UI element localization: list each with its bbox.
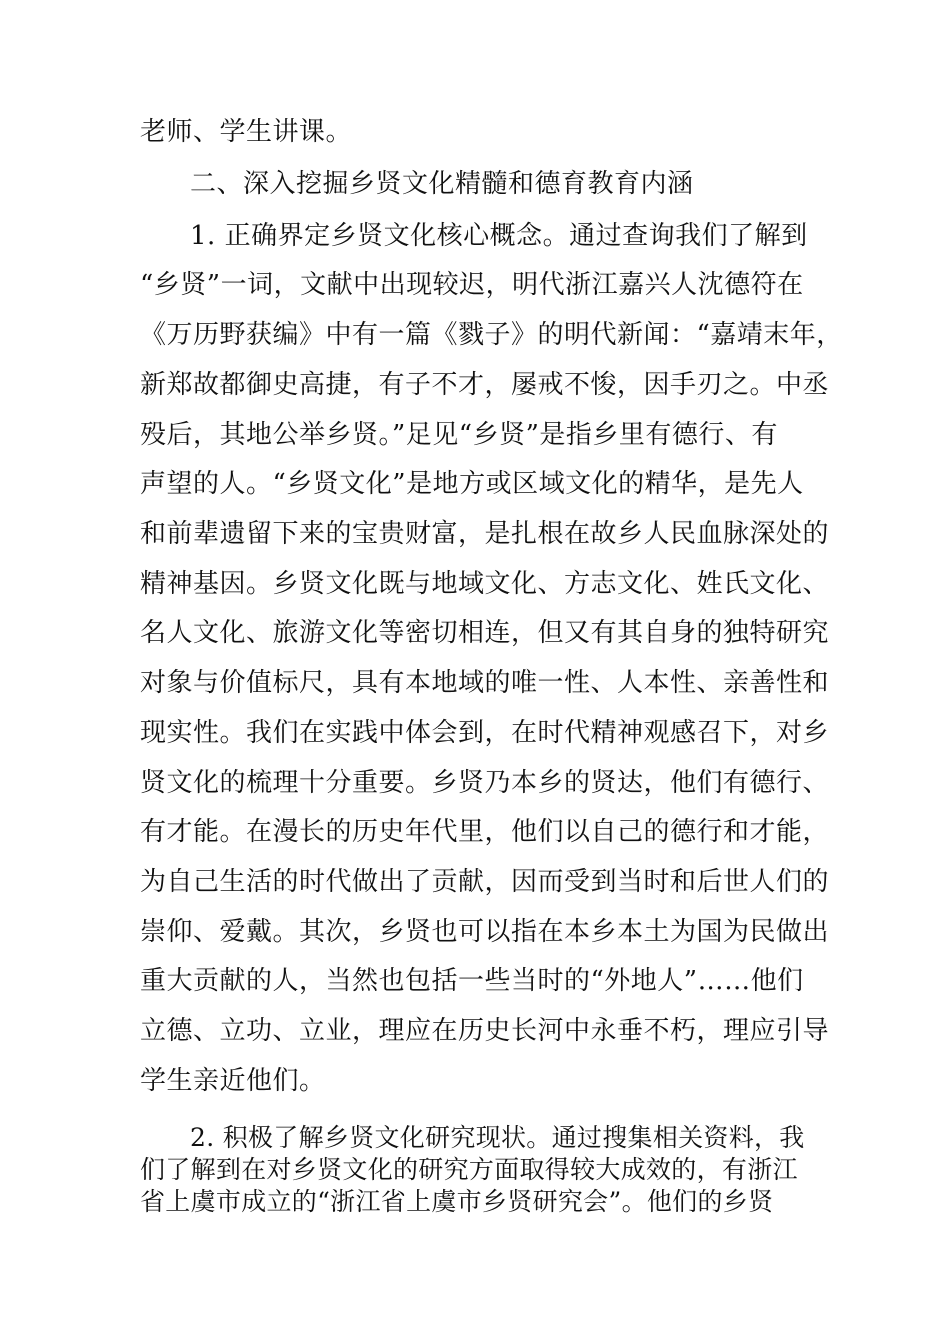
text-line: 贤文化的梳理十分重要。乡贤乃本乡的贤达，他们有德行、 — [140, 768, 830, 798]
text-line: 和前辈遗留下来的宝贵财富，是扎根在故乡人民血脉深处的 — [140, 519, 830, 549]
text-line: 老师、学生讲课。 — [140, 117, 353, 147]
text-line: 重大贡献的人，当然也包括一些当时的“外地人”……他们 — [140, 966, 804, 996]
text-line: 立德、立功、立业，理应在历史长河中永垂不朽，理应引导 — [140, 1016, 830, 1046]
text-line: 有才能。在漫长的历史年代里，他们以自己的德行和才能， — [140, 817, 830, 847]
text-line: 学生亲近他们。 — [140, 1066, 326, 1096]
text-line: 新郑故都御史高捷，有子不才，屡戒不悛，因手刃之。中丞 — [140, 370, 830, 400]
text-line: 《万历野获编》中有一篇《戮子》的明代新闻：“嘉靖末年， — [140, 320, 843, 350]
text-line: 为自己生活的时代做出了贡献，因而受到当时和后世人们的 — [140, 867, 830, 897]
text-line: 现实性。我们在实践中体会到，在时代精神观感召下，对乡 — [140, 718, 830, 748]
text-line: 名人文化、旅游文化等密切相连，但又有其自身的独特研究 — [140, 618, 830, 648]
text-line: 殁后，其地公举乡贤。”足见“乡贤”是指乡里有德行、有 — [140, 420, 778, 450]
text-line: 崇仰、爱戴。其次，乡贤也可以指在本乡本土为国为民做出 — [140, 917, 830, 947]
text-line: 声望的人。“乡贤文化”是地方或区域文化的精华，是先人 — [140, 469, 804, 499]
section-heading: 二、深入挖掘乡贤文化精髓和德育教育内涵 — [190, 169, 694, 199]
text-line: 对象与价值标尺，具有本地域的唯一性、人本性、亲善性和 — [140, 668, 830, 698]
text-line: 精神基因。乡贤文化既与地域文化、方志文化、姓氏文化、 — [140, 569, 830, 599]
paragraph-first-line: 2. 积极了解乡贤文化研究现状。通过搜集相关资料，我 — [190, 1123, 805, 1152]
text-line: 们了解到在对乡贤文化的研究方面取得较大成效的，有浙江 — [140, 1155, 798, 1184]
text-line: 省上虞市成立的“浙江省上虞市乡贤研究会”。他们的乡贤 — [140, 1187, 774, 1216]
text-line: “乡贤”一词，文献中出现较迟，明代浙江嘉兴人沈德符在 — [140, 270, 804, 300]
paragraph-first-line: 1. 正确界定乡贤文化核心概念。通过查询我们了解到 — [190, 221, 808, 251]
